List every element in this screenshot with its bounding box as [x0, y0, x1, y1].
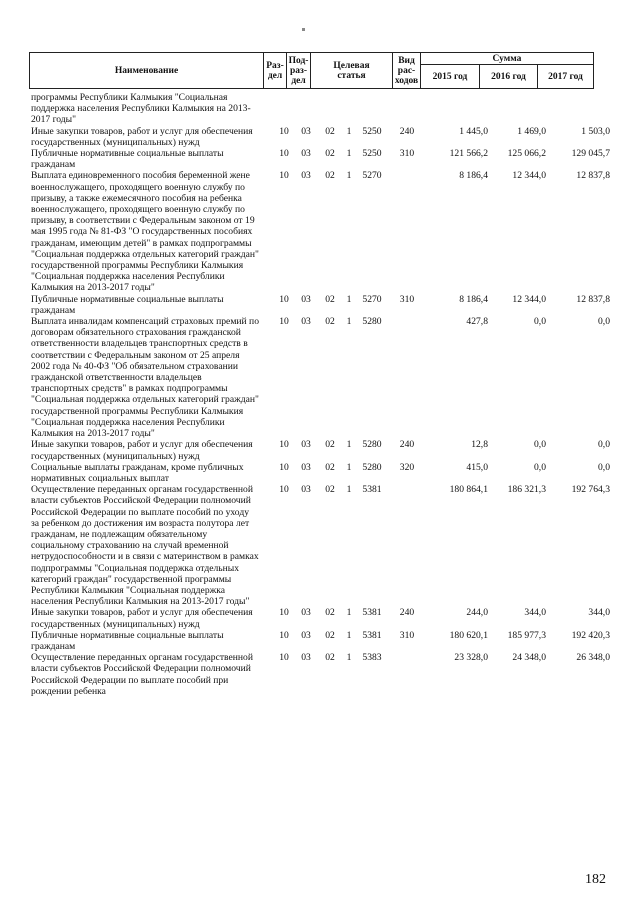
header-year-2017: 2017 год — [538, 65, 594, 89]
header-razdel-line2: дел — [267, 70, 283, 81]
cell-r: 10 — [279, 484, 289, 496]
cell-pr: 03 — [301, 148, 311, 160]
cell-pr: 03 — [301, 629, 311, 641]
table-row — [31, 607, 621, 629]
cell-y2017: 192 420,3 — [571, 629, 610, 641]
cell-v: 310 — [399, 293, 415, 305]
cell-y2015: 8 186,4 — [459, 293, 488, 305]
cell-y2016: 12 344,0 — [512, 170, 546, 182]
cell-t3: 5280 — [362, 461, 382, 473]
cell-t1: 02 — [325, 652, 335, 664]
cell-t3: 5381 — [362, 607, 382, 619]
cell-pr: 03 — [301, 293, 311, 305]
cell-y2015: 180 620,1 — [449, 629, 488, 641]
cell-y2016: 0,0 — [534, 439, 546, 451]
header-target — [311, 53, 393, 89]
cell-y2017: 12 837,8 — [576, 170, 610, 182]
header-target-line2: статья — [337, 70, 366, 81]
cell-y2015: 12,8 — [471, 439, 488, 451]
cell-v: 240 — [399, 125, 415, 137]
cell-r: 10 — [279, 439, 289, 451]
cell-pr: 03 — [301, 125, 311, 137]
table-row — [31, 439, 621, 461]
cell-y2015: 180 864,1 — [449, 484, 488, 496]
cell-t2: 1 — [346, 629, 352, 641]
cell-t2: 1 — [346, 125, 352, 137]
cell-t2: 1 — [346, 461, 352, 473]
cell-t3: 5270 — [362, 170, 382, 182]
page-number: 182 — [585, 872, 606, 887]
cell-y2016: 125 066,2 — [507, 148, 546, 160]
cell-y2016: 1 469,0 — [517, 125, 546, 137]
cell-r: 10 — [279, 170, 289, 182]
cell-v: 240 — [399, 607, 415, 619]
header-target-line1: Целевая — [333, 60, 370, 71]
cell-t3: 5250 — [362, 148, 382, 160]
cell-y2015: 415,0 — [466, 461, 488, 473]
header-podrazdel-line3: дел — [291, 75, 306, 86]
cell-y2017: 0,0 — [598, 316, 610, 328]
table-row — [31, 652, 621, 697]
cell-t3: 5280 — [362, 316, 382, 328]
cell-t3: 5381 — [362, 629, 382, 641]
cell-y2017: 26 348,0 — [576, 652, 610, 664]
cell-y2017: 129 045,7 — [571, 148, 610, 160]
cell-t2: 1 — [346, 170, 352, 182]
cell-y2017: 192 764,3 — [571, 484, 610, 496]
cell-y2017: 0,0 — [598, 461, 610, 473]
cell-pr: 03 — [301, 607, 311, 619]
cell-y2016: 186 321,3 — [507, 484, 546, 496]
cell-y2015: 1 445,0 — [459, 125, 488, 137]
row-name: Выплата инвалидам компенсаций страховых премий по договорам обязательного страхования гражданской ответственности владельцев транспортных средств в соответствии с Федеральным законом от 25 апреля 2002 года № 40-ФЗ "Об обязательном страховании гражданской ответственности владельцев транспортных средств" в рамках подпрограммы "Социальная поддержка отдельных категорий граждан" государственной программы Республики Калмыкия "Социальная поддержка населения Республики Калмыкия на 2013-2017 годы" — [31, 316, 259, 440]
cell-t1: 02 — [325, 148, 335, 160]
cell-t2: 1 — [346, 607, 352, 619]
cell-v: 310 — [399, 148, 415, 160]
table-row — [31, 126, 621, 148]
table-row — [31, 484, 621, 607]
cell-t3: 5280 — [362, 439, 382, 451]
cell-pr: 03 — [301, 484, 311, 496]
cell-pr: 03 — [301, 316, 311, 328]
cell-t1: 02 — [325, 461, 335, 473]
cell-y2016: 0,0 — [534, 461, 546, 473]
header-podrazdel — [287, 53, 311, 89]
cell-r: 10 — [279, 293, 289, 305]
cell-pr: 03 — [301, 652, 311, 664]
row-name: Иные закупки товаров, работ и услуг для обеспечения государственных (муниципальных) нужд — [31, 439, 253, 462]
table-row — [31, 294, 621, 316]
cell-r: 10 — [279, 607, 289, 619]
header-sum: Сумма — [421, 53, 594, 65]
cell-t1: 02 — [325, 439, 335, 451]
cell-y2015: 244,0 — [466, 607, 488, 619]
cell-pr: 03 — [301, 170, 311, 182]
header-podrazdel-line1: Под- — [288, 55, 309, 66]
table-row — [31, 630, 621, 652]
cell-pr: 03 — [301, 461, 311, 473]
header-vid-line2: рас- — [397, 65, 416, 76]
row-name: Осуществление переданных органам государственной власти субъектов Российской Федерации полномочий Российской Федерации по выплате пособий при рождении ребенка — [31, 652, 253, 697]
cell-t1: 02 — [325, 170, 335, 182]
row-name: Осуществление переданных органам государственной власти субъектов Российской Федерации полномочий Российской Федерации по выплате пособий по уходу за ребенком до достижения им возраста полутора лет гражданам, не подлежащим обязательному социальному страхованию на случай временной нетрудоспособности и в связи с материнством в рамках подпрограммы "Социальная поддержка отдельных категорий граждан" государственной программы Республики Калмыкия "Социальная поддержка населения Республики Калмыкия на 2013-2017 годы" — [31, 484, 259, 608]
cell-y2016: 185 977,3 — [507, 629, 546, 641]
cell-t2: 1 — [346, 316, 352, 328]
cell-t2: 1 — [346, 148, 352, 160]
cell-v: 310 — [399, 629, 415, 641]
cell-t1: 02 — [325, 293, 335, 305]
cell-t1: 02 — [325, 316, 335, 328]
row-name: Иные закупки товаров, работ и услуг для обеспечения государственных (муниципальных) нужд — [31, 125, 253, 148]
cell-y2017: 1 503,0 — [581, 125, 610, 137]
table-header — [29, 52, 594, 89]
header-year-2015: 2015 год — [421, 65, 480, 89]
scan-mark — [302, 28, 305, 31]
cell-r: 10 — [279, 316, 289, 328]
cell-y2017: 344,0 — [588, 607, 610, 619]
cell-v: 240 — [399, 439, 415, 451]
table-row — [31, 462, 621, 484]
cell-r: 10 — [279, 652, 289, 664]
cell-v: 320 — [399, 461, 415, 473]
row-name: Публичные нормативные социальные выплаты гражданам — [31, 629, 224, 652]
cell-y2015: 427,8 — [466, 316, 488, 328]
cell-t1: 02 — [325, 629, 335, 641]
cell-t1: 02 — [325, 125, 335, 137]
cell-y2015: 8 186,4 — [459, 170, 488, 182]
header-vid-line1: Вид — [398, 55, 415, 66]
header-razdel-line1: Раз- — [266, 60, 284, 71]
header-vid — [393, 53, 421, 89]
cell-y2016: 344,0 — [524, 607, 546, 619]
cell-y2017: 12 837,8 — [576, 293, 610, 305]
cell-t2: 1 — [346, 293, 352, 305]
row-name: Публичные нормативные социальные выплаты гражданам — [31, 293, 224, 316]
cell-y2016: 12 344,0 — [512, 293, 546, 305]
cell-t1: 02 — [325, 484, 335, 496]
cell-pr: 03 — [301, 439, 311, 451]
header-podrazdel-line2: раз- — [289, 65, 307, 76]
table-body — [31, 92, 621, 697]
row-name: Выплата единовременного пособия беременной жене военнослужащего, проходящего военную службу по призыву, а также ежемесячного пособия на ребенка военнослужащего, проходящего военную службу по призыву, в соответствии с Федеральным законом от 19 мая 1995 года № 81-ФЗ "О государственных пособиях гражданам, имеющим детей" в рамках подпрограммы "Социальная поддержка отдельных категорий граждан" государственной программы Республики Калмыкия "Социальная поддержка населения Республики Калмыкия на 2013-2017 годы" — [31, 170, 259, 294]
cell-t3: 5381 — [362, 484, 382, 496]
cell-y2015: 23 328,0 — [454, 652, 488, 664]
cell-y2016: 0,0 — [534, 316, 546, 328]
table-row — [31, 148, 621, 170]
cell-t3: 5270 — [362, 293, 382, 305]
table-row — [31, 316, 621, 439]
cell-t2: 1 — [346, 484, 352, 496]
cell-t1: 02 — [325, 607, 335, 619]
row-name: программы Республики Калмыкия "Социальная поддержка населения Республики Калмыкия на 2013-2017 годы" — [31, 92, 251, 126]
cell-r: 10 — [279, 148, 289, 160]
cell-y2015: 121 566,2 — [449, 148, 488, 160]
cell-y2016: 24 348,0 — [512, 652, 546, 664]
cell-t3: 5250 — [362, 125, 382, 137]
cell-r: 10 — [279, 125, 289, 137]
header-vid-line3: ходов — [394, 75, 419, 86]
cell-r: 10 — [279, 461, 289, 473]
row-name: Социальные выплаты гражданам, кроме публичных нормативных социальных выплат — [31, 461, 244, 484]
cell-t2: 1 — [346, 439, 352, 451]
table-row — [31, 170, 621, 293]
row-name: Публичные нормативные социальные выплаты гражданам — [31, 148, 224, 171]
cell-t2: 1 — [346, 652, 352, 664]
header-razdel — [264, 53, 287, 89]
cell-r: 10 — [279, 629, 289, 641]
header-name: Наименование — [30, 53, 264, 89]
cell-y2017: 0,0 — [598, 439, 610, 451]
table-row — [31, 92, 621, 126]
row-name: Иные закупки товаров, работ и услуг для обеспечения государственных (муниципальных) нужд — [31, 607, 253, 630]
header-year-2016: 2016 год — [480, 65, 538, 89]
cell-t3: 5383 — [362, 652, 382, 664]
